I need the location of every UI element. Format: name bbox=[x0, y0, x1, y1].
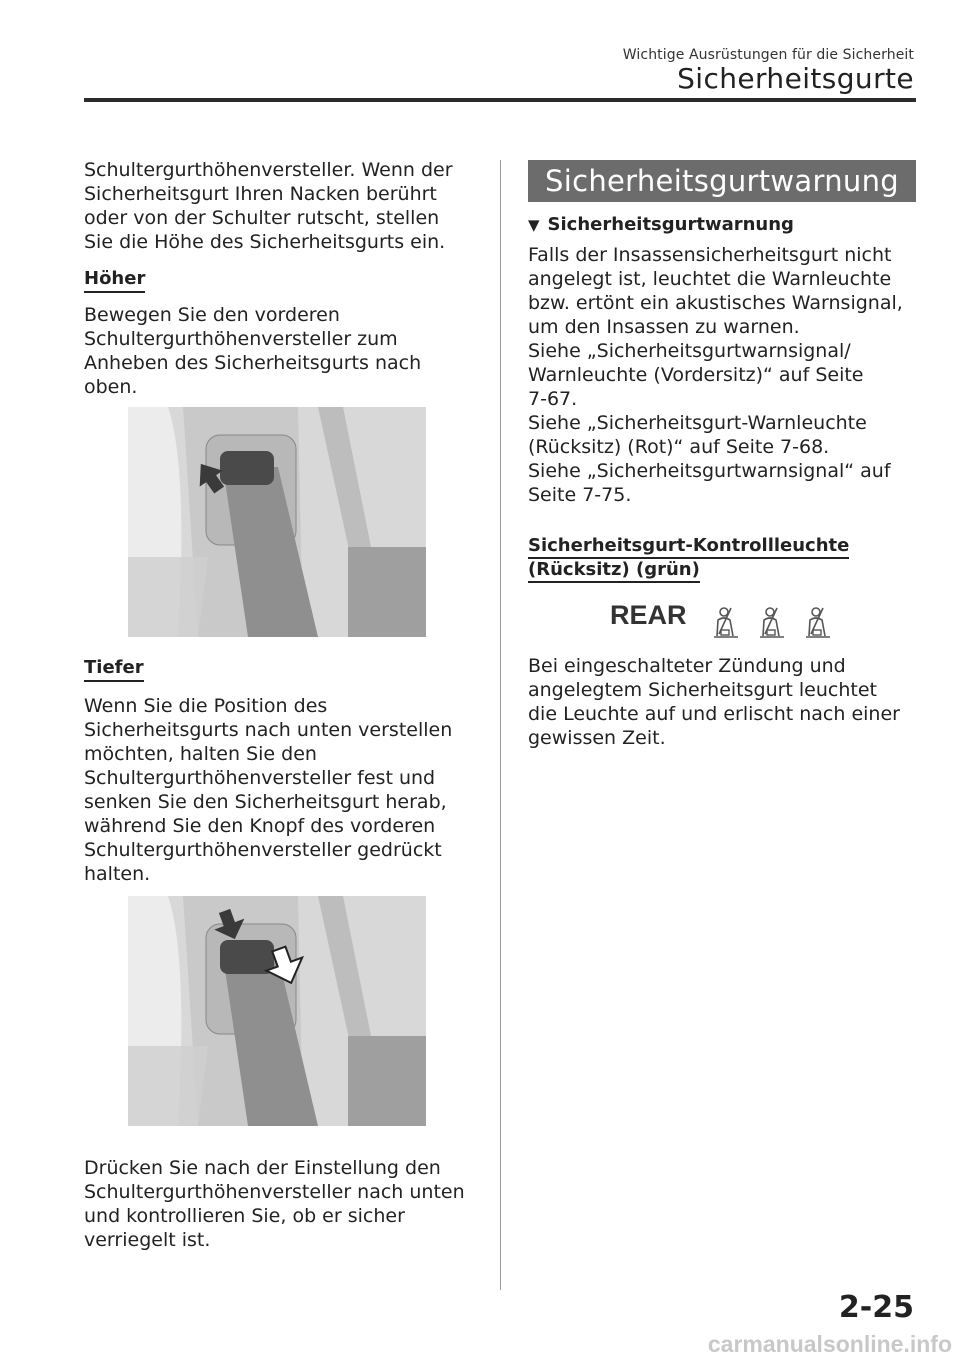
watermark-text: carmanualsonline.info bbox=[707, 1331, 952, 1357]
seatbelt-indicator-icon bbox=[707, 606, 745, 640]
header-title: Sicherheitsgurte bbox=[677, 62, 914, 95]
page-number: 2-25 bbox=[838, 1290, 914, 1325]
rear-label: REAR bbox=[610, 599, 687, 630]
belt-lower-illustration bbox=[128, 896, 426, 1126]
closing-paragraph: Drücken Sie nach der Einstellung den Schultergurthöhenversteller nach unten und kontrollieren Sie, ob er sicher verriegelt ist. bbox=[84, 1157, 465, 1251]
tiefer-paragraph: Wenn Sie die Position des Sicherheitsgurts nach unten verstellen möchten, halten Sie den Schultergurthöhenversteller fest und senken Sie den Sicherheitsgurt herab, während Sie den Knopf des vorderen Schultergurthöhenversteller gedrückt halten. bbox=[84, 695, 453, 885]
intro-paragraph: Schultergurthöhenversteller. Wenn der Sicherheitsgurt Ihren Nacken berührt oder von der Schulter rutscht, stellen Sie die Höhe des Sicherheitsgurts ein. bbox=[84, 159, 453, 253]
header-subtitle: Wichtige Ausrüstungen für die Sicherheit bbox=[622, 47, 914, 63]
triangle-down-icon: ▼ bbox=[528, 215, 540, 234]
kontroll-heading-line1: Sicherheitsgurt-Kontrollleuchte bbox=[528, 535, 849, 559]
seatbelt-indicator-icon bbox=[799, 606, 837, 640]
hoeher-heading: Höher bbox=[84, 268, 145, 293]
section-title-bar: Sicherheitsgurtwarnung bbox=[528, 160, 916, 202]
rear-indicator-row bbox=[610, 599, 920, 640]
kontroll-paragraph: Bei eingeschalteter Zündung und angelegtem Sicherheitsgurt leuchtet die Leuchte auf und erlischt nach einer gewissen Zeit. bbox=[528, 655, 900, 749]
seatbelt-indicator-icon bbox=[753, 606, 791, 640]
warning-subheading-label: Sicherheitsgurtwarnung bbox=[547, 214, 794, 235]
kontroll-heading-line2: (Rücksitz) (grün) bbox=[528, 559, 700, 583]
left-column bbox=[84, 158, 484, 1252]
tiefer-heading: Tiefer bbox=[84, 657, 144, 682]
right-column bbox=[528, 160, 920, 750]
kontroll-heading bbox=[528, 535, 849, 584]
hoeher-paragraph: Bewegen Sie den vorderen Schultergurthöhenversteller zum Anheben des Sicherheitsgurts nach oben. bbox=[84, 304, 422, 398]
belt-raise-illustration bbox=[128, 407, 426, 637]
header-rule bbox=[84, 98, 916, 102]
warning-subheading bbox=[528, 214, 920, 235]
column-divider bbox=[500, 160, 501, 1290]
warning-paragraph: Falls der Insassensicherheitsgurt nicht angelegt ist, leuchtet die Warnleuchte bzw. ertönt ein akustisches Warnsignal, um den Insassen zu warnen. Siehe „Sicherheitsgurtwarnsignal/ Warnleuchte (Vordersitz)“ auf Seite 7-67. Siehe „Sicherheitsgurt-Warnleuchte (Rücksitz) (Rot)“ auf Seite 7-68. Siehe „Sicherheitsgurtwarnsignal“ auf Seite 7-75. bbox=[528, 244, 903, 506]
